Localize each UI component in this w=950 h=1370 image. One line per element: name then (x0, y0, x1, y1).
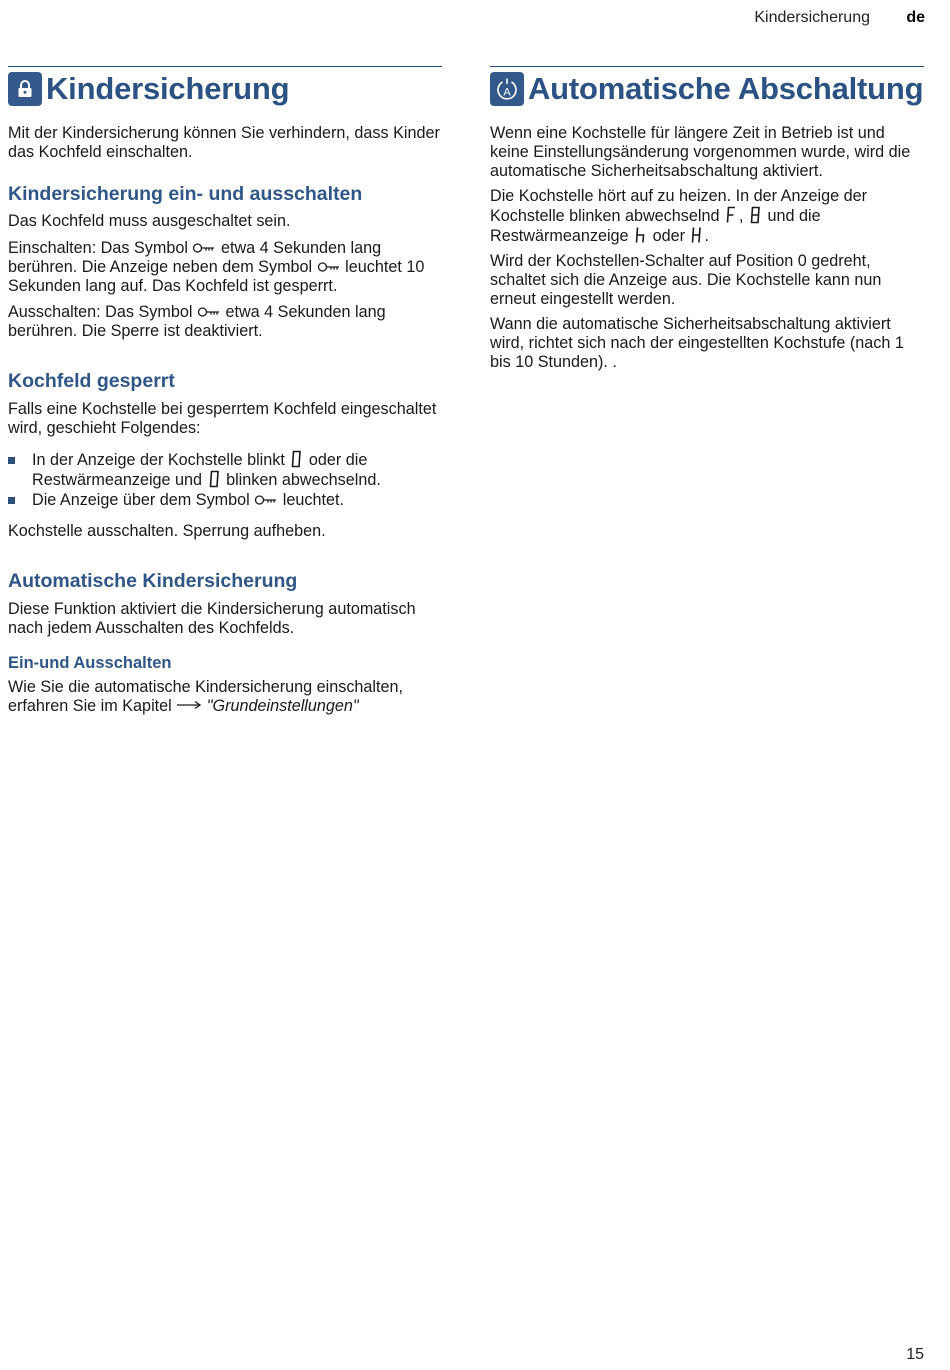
display-h-high-icon (691, 226, 702, 244)
display-h-low-icon (635, 226, 646, 244)
key-symbol-icon (254, 494, 278, 506)
paragraph-auto-off-4: Wann die automatische Sicherheitsabschaltung aktiviert wird, richtet sich nach der eingestellten Kochstufe (nach 1 bis 10 Stunden). . (490, 315, 904, 371)
section-header-auto-off (490, 66, 924, 109)
display-zero-icon (291, 450, 302, 468)
list-item: In der Anzeige der Kochstelle blinkt oder die Restwärmeanzeige und blinken abwechselnd. (8, 450, 442, 490)
paragraph-auto-lock-ref: Wie Sie die automatische Kindersicherung einschalten, erfahren Sie im Kapitel "Grundeinstellungen" (8, 678, 404, 715)
subheading-auto-lock-onoff: Ein-und Ausschalten (8, 654, 172, 672)
heading-locked: Kochfeld gesperrt (8, 370, 175, 392)
left-column (8, 66, 442, 716)
key-symbol-icon (192, 242, 216, 254)
paragraph-auto-off-3: Wird der Kochstellen-Schalter auf Position 0 gedreht, schaltet sich die Anzeige aus. Die Kochstelle kann nun erneut eingestellt werden. (490, 252, 882, 308)
paragraph-locked-intro: Falls eine Kochstelle bei gesperrtem Kochfeld eingeschaltet wird, geschieht Folgendes: (8, 400, 437, 437)
paragraph-switch-off: Ausschalten: Das Symbol etwa 4 Sekunden lang berühren. Die Sperre ist deaktiviert. (8, 303, 386, 340)
locked-list (8, 450, 442, 510)
section-header-kindersicherung (8, 66, 442, 109)
paragraph-locked-outro: Kochstelle ausschalten. Sperrung aufheben. (8, 522, 326, 540)
display-f-icon (726, 206, 737, 224)
display-eight-icon (750, 206, 761, 224)
key-symbol-icon (317, 261, 341, 273)
display-zero-icon (209, 470, 220, 488)
auto-off-icon (490, 72, 524, 106)
long-arrow-icon (176, 700, 202, 710)
paragraph-auto-off-1: Wenn eine Kochstelle für längere Zeit in Betrieb ist und keine Einstellungsänderung vorgenommen wurde, wird die automatische Sicherheitsabschaltung aktiviert. (490, 124, 911, 180)
bullet-marker (8, 457, 15, 464)
chapter-reference-link[interactable]: "Grundeinstellungen" (206, 697, 359, 715)
running-header-title: Kindersicherung (754, 9, 870, 26)
section-title: Kindersicherung (46, 71, 290, 106)
lock-icon (8, 72, 42, 106)
paragraph-precondition: Das Kochfeld muss ausgeschaltet sein. (8, 212, 291, 230)
bullet-marker (8, 497, 15, 504)
paragraph-auto-lock: Diese Funktion aktiviert die Kindersicherung automatisch nach jedem Ausschalten des Kochfelds. (8, 600, 416, 637)
list-item: Die Anzeige über dem Symbol leuchtet. (8, 490, 442, 510)
language-code: de (906, 9, 925, 26)
intro-paragraph: Mit der Kindersicherung können Sie verhindern, dass Kinder das Kochfeld einschalten. (8, 124, 440, 161)
page-number: 15 (906, 1346, 924, 1363)
svg-text:A: A (503, 86, 511, 99)
paragraph-auto-off-2: Die Kochstelle hört auf zu heizen. In der Anzeige der Kochstelle blinken abwechselnd , und die Restwärmeanzeige oder . (490, 187, 868, 245)
right-column (490, 66, 924, 372)
key-symbol-icon (197, 306, 221, 318)
heading-auto-lock: Automatische Kindersicherung (8, 570, 298, 592)
heading-onoff: Kindersicherung ein- und ausschalten (8, 183, 363, 205)
section-title: Automatische Abschaltung (528, 71, 924, 106)
paragraph-switch-on: Einschalten: Das Symbol etwa 4 Sekunden lang berühren. Die Anzeige neben dem Symbol leuchtet 10 Sekunden lang auf. Das Kochfeld ist gesperrt. (8, 239, 425, 295)
